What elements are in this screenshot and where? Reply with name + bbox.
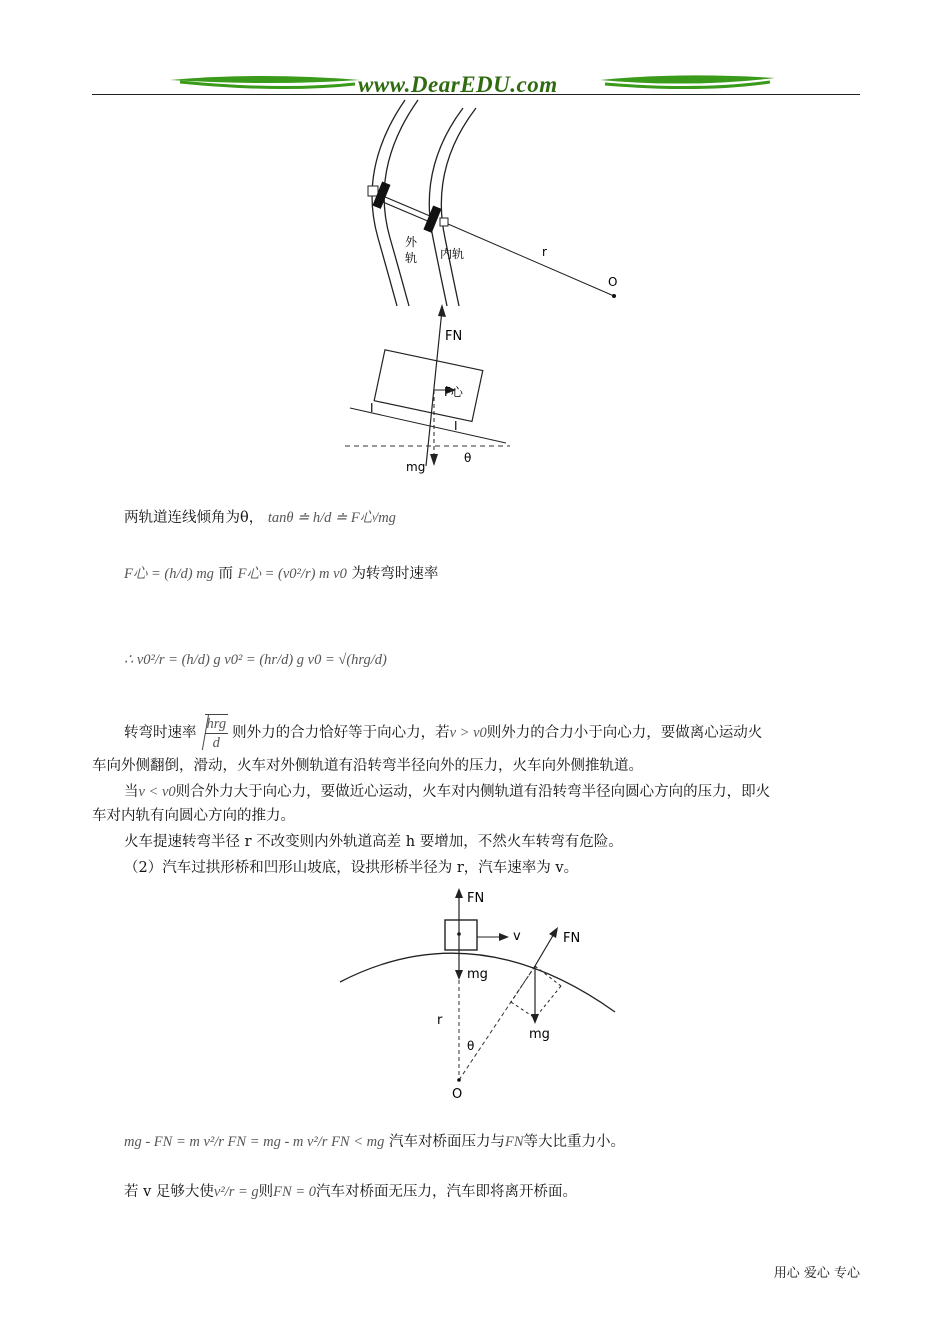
p4-part1: 转弯时速率	[124, 725, 197, 741]
train-curve-diagram	[330, 98, 630, 478]
bridge-center-label: O	[452, 1087, 463, 1102]
paragraph-speed-up: 火车提速转弯半径 r 不改变则内外轨道高差 h 要增加，不然火车转弯有危险。	[124, 834, 623, 850]
p2-formula-a: F心 = (h/d) mg	[124, 566, 214, 582]
velocity-label: v	[513, 929, 521, 944]
side-normal-force-label: FN	[563, 931, 581, 946]
paragraph-bridge-leave	[124, 1182, 577, 1202]
p8-fn: FN	[504, 1134, 524, 1150]
paragraph-tilt-angle	[124, 508, 396, 528]
header-rule	[92, 94, 860, 95]
p8-formula: mg - FN = m v²/r FN = mg - m v²/r FN < mg	[124, 1134, 385, 1150]
bridge-radius-label: r	[437, 1013, 443, 1028]
paragraph-slow-line2: 车对内轨有向圆心方向的推力。	[92, 808, 295, 824]
p9-formula2: FN = 0	[273, 1184, 316, 1200]
weight-label: mg	[406, 460, 426, 474]
angle-label: θ	[464, 451, 472, 465]
marker-1: I	[370, 401, 374, 415]
p3-formula: ∴ v0²/r = (h/d) g v0² = (hr/d) g v0 = √(hrg/d)	[124, 652, 387, 668]
paragraph-speed-line2: 车向外侧翻倒，滑动，火车对外侧轨道有沿转弯半径向外的压力，火车向外侧推轨道。	[92, 758, 643, 774]
p9-formula: v²/r = g	[213, 1184, 259, 1200]
paragraph-centripetal	[124, 564, 438, 584]
top-weight-label: mg	[467, 967, 488, 982]
paragraph-bridge-force	[124, 1132, 625, 1152]
p8-part1: 汽车对桥面压力与	[388, 1134, 505, 1150]
radius-label: r	[542, 245, 547, 259]
centripetal-force-label: F心	[444, 385, 463, 399]
p2-tail: 为转弯时速率	[351, 566, 439, 582]
paragraph-bridge-intro: （2）汽车过拱形桥和凹形山坡底，设拱形桥半径为 r，汽车速率为 v。	[124, 860, 579, 876]
p4-part2: 则外力的合力恰好等于向心力，若	[232, 725, 450, 741]
site-logo: www.DearEDU.com	[358, 72, 558, 97]
bridge-angle-label: θ	[467, 1039, 475, 1053]
p9-part1: 若 v 足够大使	[124, 1184, 214, 1200]
p5-part2: 则合外力大于向心力，要做近心运动，火车对内侧轨道有沿转弯半径向圆心方向的压力，即火	[175, 784, 771, 800]
paragraph-speed-line1: 转弯时速率 $\frac{\text{hrg}}{d}$ 则外力的合力恰好等于向心力，若v > v0则外力的合力小于向心力，要做离心运动火	[124, 716, 763, 751]
p2-formula-b: F心 = (v0²/r) m v0	[237, 566, 347, 582]
p1-lead: 两轨道连线倾角为θ，	[124, 510, 264, 526]
marker-2: I	[454, 419, 458, 433]
outer-rail-label-2: 轨	[405, 251, 418, 265]
p9-part2: 则	[258, 1184, 274, 1200]
p5-part1: 当	[124, 784, 139, 800]
p2-and: 而	[218, 566, 234, 582]
paragraph-derivation	[124, 650, 387, 670]
side-weight-label: mg	[529, 1027, 550, 1042]
p9-part3: 汽车对桥面无压力，汽车即将离开桥面。	[316, 1184, 577, 1200]
outer-rail-label-1: 外	[405, 235, 418, 249]
paragraph-slow-line1	[124, 782, 770, 802]
center-label: O	[608, 275, 618, 289]
p4-condition: v > v0	[449, 725, 487, 741]
inner-rail-label: 内轨	[440, 247, 465, 261]
p4-part3: 则外力的合力小于向心力，要做离心运动火	[486, 725, 763, 741]
p8-part2: 等大比重力小。	[523, 1134, 626, 1150]
p5-condition: v < v0	[138, 784, 176, 800]
top-normal-force-label: FN	[467, 891, 485, 906]
arch-bridge-diagram	[335, 882, 625, 1102]
footer-slogan: 用心 爱心 专心	[773, 1266, 860, 1281]
p1-formula: tanθ ≐ h/d ≐ F心/mg	[267, 510, 396, 526]
normal-force-label: FN	[445, 329, 463, 344]
